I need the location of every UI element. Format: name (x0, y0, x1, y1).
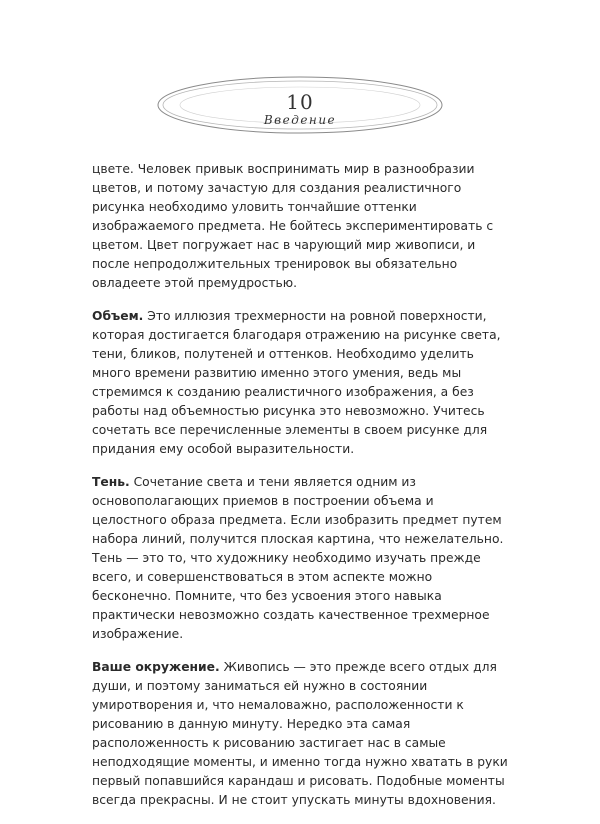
paragraph-text: Сочетание света и тени является одним из основополагающих приемов в построении объема и целостного образа предмета. Если изобразить предмет путем набора линий, получится плоская картина, что нежелательно. Тень — это то, что художнику необходимо изучать прежде всего, и совершенствоваться в этом аспекте можно бесконечно. Помните, что без усвоения этого навыка практически невозможно создать качественное трехмерное изображение. (92, 475, 504, 641)
paragraph (92, 658, 512, 810)
paragraph-term: Объем. (92, 309, 144, 323)
paragraph-text: Живопись — это прежде всего отдых для души, и поэтому заниматься ей нужно в состоянии умиротворения и, что немаловажно, расположенности к рисованию в данную минуту. Нередко эта самая расположенность к рисованию застигает нас в самые неподходящие моменты, и именно тогда нужно хватать в руки первый попавшийся карандаш и рисовать. Подобные моменты всегда прекрасны. И не стоит упускать минуты вдохновения. (92, 660, 508, 807)
paragraph-text: Это иллюзия трехмерности на ровной поверхности, которая достигается благодаря отражению на рисунке света, тени, бликов, полутеней и оттенков. Необходимо уделить много времени развитию именно этого умения, ведь мы стремимся к созданию реалистичного изображения, а без работы над объемностью рисунка это невозможно. Учитесь сочетать все перечисленные элементы в своем рисунке для придания ему особой выразительности. (92, 309, 501, 456)
paragraph (92, 473, 512, 644)
page-number: 10 (286, 90, 314, 114)
paragraph (92, 160, 512, 293)
paragraph-term: Тень. (92, 475, 130, 489)
paragraph (92, 307, 512, 459)
paragraph-term: Ваше окружение. (92, 660, 220, 674)
body-text (92, 160, 512, 824)
paragraph-text: цвете. Человек привык воспринимать мир в разнообразии цветов, и потому зачастую для создания реалистичного рисунка необходимо уловить тончайшие оттенки изображаемого предмета. Не бойтесь экспериментировать с цветом. Цвет погружает нас в чарующий мир живописи, и после непродолжительных тренировок вы обязательно овладеете этой премудростью. (92, 162, 494, 290)
page-header (150, 70, 450, 140)
chapter-title: Введение (263, 113, 337, 127)
